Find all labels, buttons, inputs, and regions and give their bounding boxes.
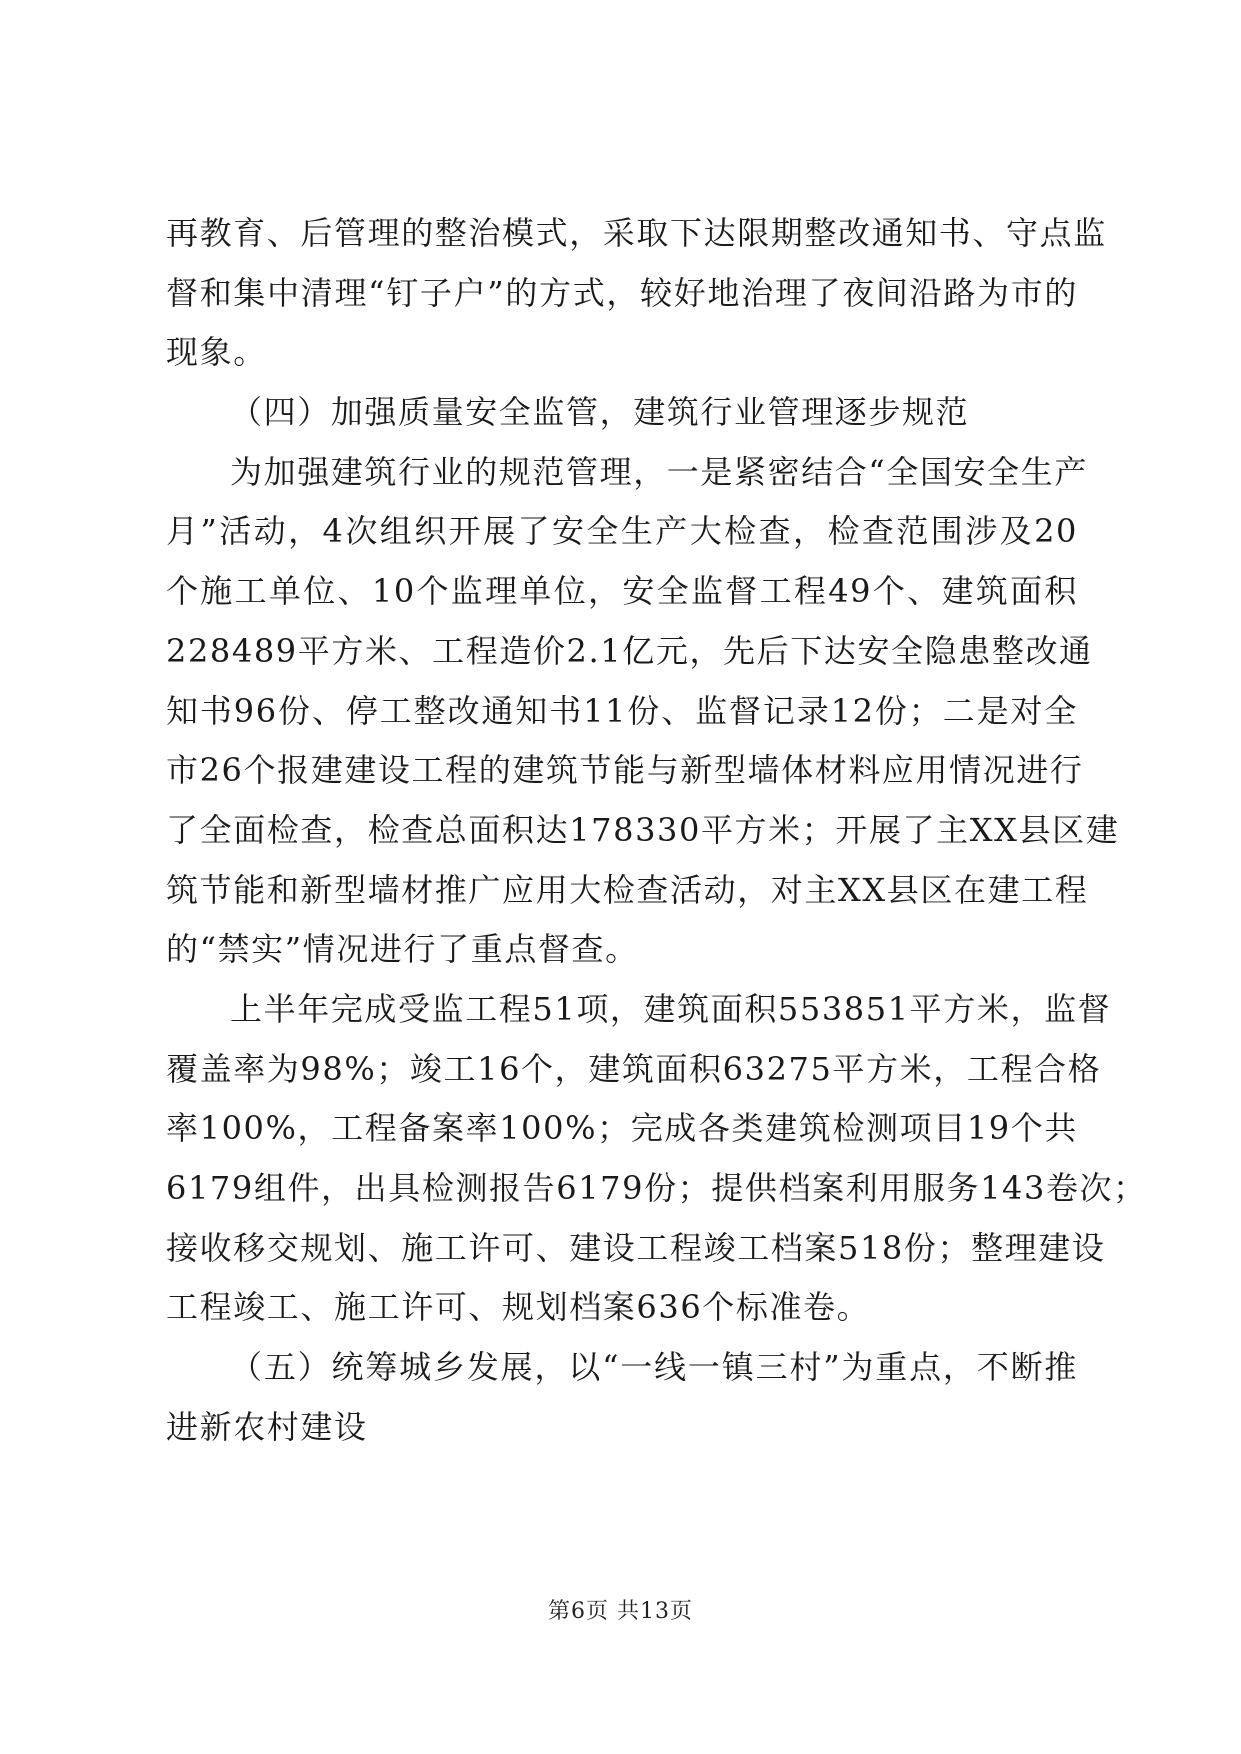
text-line: 个施工单位、10个监理单位，安全监督工程49个、建筑面积 <box>166 572 1078 611</box>
text-line: 的“禁实”情况进行了重点督查。 <box>166 930 639 969</box>
text-line: 覆盖率为98%；竣工16个，建筑面积63275平方米，工程合格 <box>166 1049 1102 1088</box>
text-line: 市26个报建建设工程的建筑节能与新型墙体材料应用情况进行 <box>166 751 1084 790</box>
text-line: 6179组件，出具检测报告6179份；提供档案利用服务143卷次； <box>166 1169 1147 1207</box>
text-line: 督和集中清理“钉子户”的方式，较好地治理了夜间沿路为市的 <box>166 273 1078 312</box>
text-line: 工程竣工、施工许可、规划档案636个标准卷。 <box>166 1288 871 1327</box>
text-line: 率100%，工程备案率100%；完成各类建筑检测项目19个共 <box>166 1109 1078 1148</box>
text-line: 上半年完成受监工程51项，建筑面积553851平方米，监督 <box>230 989 1112 1028</box>
body-text <box>166 204 1147 1457</box>
text-line: 知书96份、停工整改通知书11份、监督记录12份；二是对全 <box>166 691 1078 730</box>
section-heading-5: （五）统筹城乡发展，以“一线一镇三村”为重点，不断推 <box>230 1348 1078 1387</box>
text-line: 228489平方米、工程造价2.1亿元，先后下达安全隐患整改通 <box>166 631 1093 670</box>
page-footer: 第6页 共13页 <box>548 1599 693 1624</box>
text-line: 进新农村建设 <box>166 1407 368 1446</box>
text-line: 现象。 <box>166 333 267 372</box>
text-line: 再教育、后管理的整治模式，采取下达限期整改通知书、守点监 <box>166 214 1107 252</box>
text-line: 接收移交规划、施工许可、建设工程竣工档案518份；整理建设 <box>166 1228 1106 1267</box>
text-line: 月”活动，4次组织开展了安全生产大检查，检查范围涉及20 <box>166 512 1078 551</box>
text-line: 为加强建筑行业的规范管理，一是紧密结合“全国安全生产 <box>230 452 1088 491</box>
text-line: 了全面检查，检查总面积达178330平方米；开展了主XX县区建 <box>166 810 1120 849</box>
text-line: 筑节能和新型墙材推广应用大检查活动，对主XX县区在建工程 <box>166 870 1089 909</box>
section-heading-4: （四）加强质量安全监管，建筑行业管理逐步规范 <box>230 393 970 432</box>
